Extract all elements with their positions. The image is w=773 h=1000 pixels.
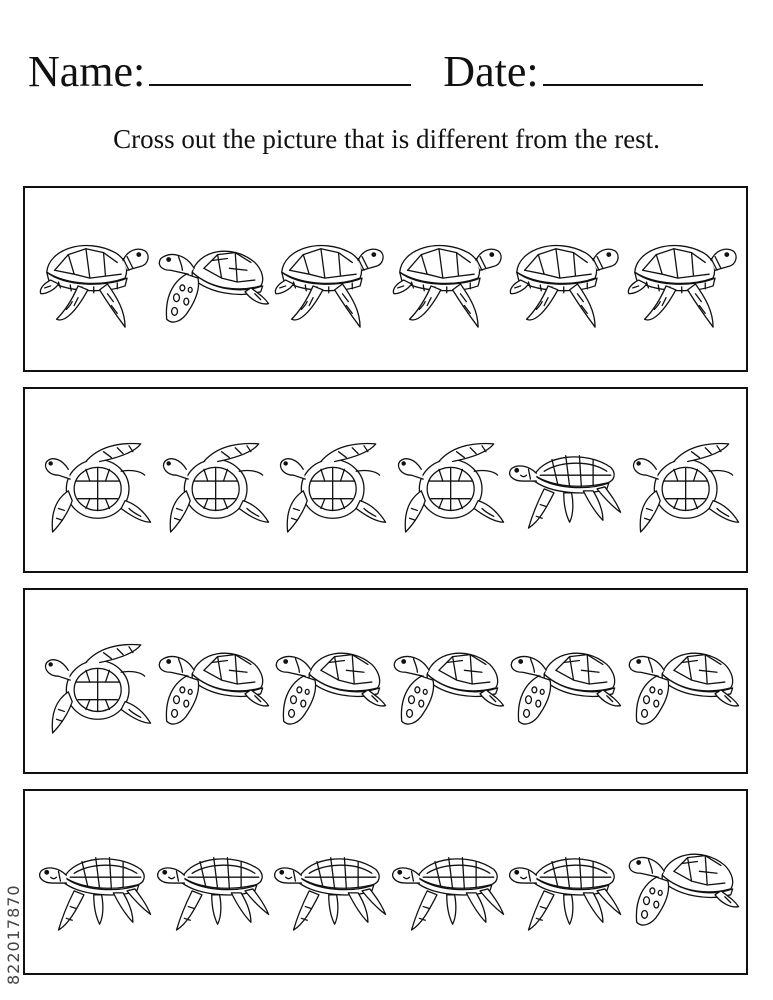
turtle-row — [35, 429, 740, 539]
side-turtle-icon[interactable] — [388, 229, 506, 337]
flipper-turtle-icon[interactable] — [623, 631, 741, 739]
swim-turtle-icon[interactable] — [505, 430, 623, 538]
swim-turtle-icon[interactable] — [270, 832, 388, 940]
flipper-turtle-icon[interactable] — [388, 631, 506, 739]
swim-turtle-icon[interactable] — [153, 832, 271, 940]
flipper-turtle-icon[interactable] — [153, 229, 271, 337]
puzzle-row-1 — [23, 186, 748, 372]
flipper-turtle-icon[interactable] — [505, 631, 623, 739]
swim-turtle-icon[interactable] — [35, 832, 153, 940]
date-label: Date: — [443, 47, 539, 96]
name-label: Name: — [28, 47, 146, 96]
instruction-text: Cross out the picture that is different from the rest. — [113, 124, 660, 154]
swim-turtle-icon[interactable] — [505, 832, 623, 940]
date-blank-line[interactable] — [543, 84, 703, 86]
side-turtle-icon[interactable] — [623, 229, 741, 337]
turtle-row — [35, 228, 740, 338]
stock-watermark-id: 822017870 — [4, 884, 23, 985]
side-turtle-icon[interactable] — [35, 229, 153, 337]
side-turtle-icon[interactable] — [270, 229, 388, 337]
top-turtle-icon[interactable] — [623, 430, 741, 538]
top-turtle-icon[interactable] — [35, 430, 153, 538]
side-turtle-icon[interactable] — [505, 229, 623, 337]
flipper-turtle-icon[interactable] — [153, 631, 271, 739]
top-turtle-icon[interactable] — [270, 430, 388, 538]
puzzle-row-3 — [23, 588, 748, 774]
swim-turtle-icon[interactable] — [388, 832, 506, 940]
puzzle-row-2 — [23, 387, 748, 573]
puzzle-row-4 — [23, 789, 748, 975]
flipper-turtle-icon[interactable] — [270, 631, 388, 739]
turtle-row — [35, 831, 740, 941]
top-turtle-icon[interactable] — [153, 430, 271, 538]
flipper-turtle-icon[interactable] — [623, 832, 741, 940]
turtle-row — [35, 630, 740, 740]
name-blank-line[interactable] — [149, 84, 411, 86]
top-turtle-icon[interactable] — [388, 430, 506, 538]
worksheet-header — [28, 34, 758, 94]
top-turtle-icon[interactable] — [35, 631, 153, 739]
